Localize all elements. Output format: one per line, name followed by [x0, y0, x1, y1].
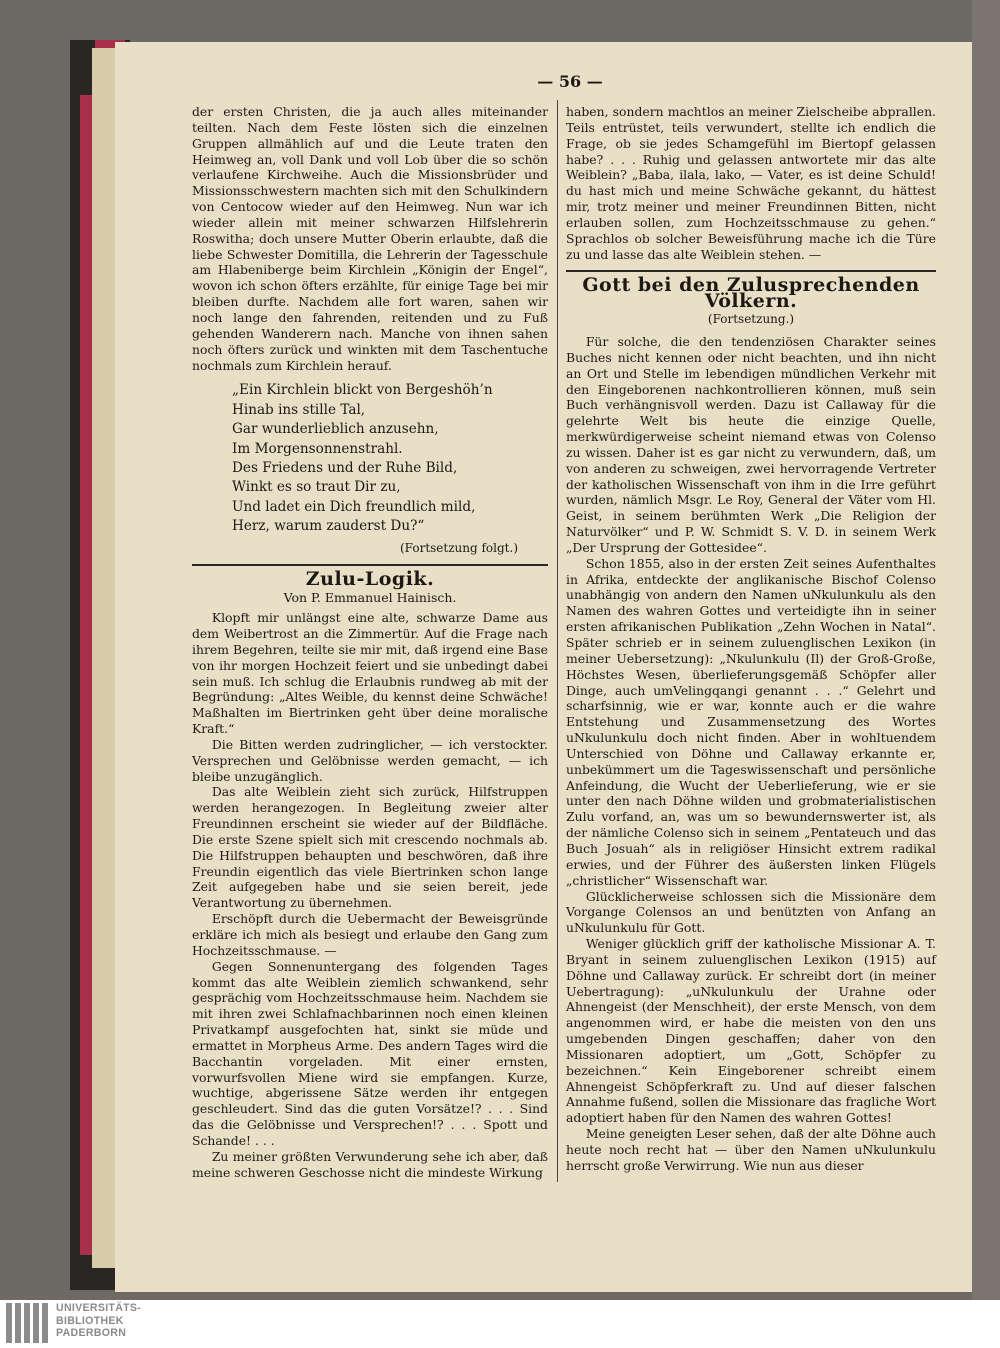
paragraph: Meine geneigten Leser sehen, daß der alte Döhne auch heute noch recht hat — über den Namen uNkulunkulu herrscht große Verwirrung. Wie nun aus dieser	[566, 1126, 936, 1173]
paragraph: Weniger glücklich griff der katholische Missionar A. T. Bryant in seinem zuluenglischen Lexikon (1915) auf Döhne und Callaway zurück. Er schreibt dort (in meiner Uebertragung): „uNkulunkulu der Urahne oder Ahnengeist (der Menschheit), der erste Mensch, von dem angenommen wird, er habe die meisten von den uns umgebenden Dingen geschaffen; daher von den Missionaren adoptiert, um „Gott, Schöpfer zu bezeichnen.“ Kein Eingeborener schreibt einem Ahnengeist Schöpferkraft zu. Und auf dieser falschen Annahme fußend, sollen die Missionare das fragliche Wort adoptiert haben für den Namen des wahren Gottes!	[566, 936, 936, 1126]
page-number: — 56 —	[537, 72, 603, 91]
poem-line: Herz, warum zauderst Du?“	[232, 518, 425, 535]
library-logo-icon	[6, 1303, 50, 1343]
left-intro-text: der ersten Christen, die ja auch alles miteinander teilten. Nach dem Feste lösten sich die einzelnen Gruppen allmählich auf und die Leute traten den Heimweg an, voll Dank und voll Lob über die so schön verlaufene Kirchweihe. Auch die Missionsbrüder und Missionsschwestern machten sich mit den Schulkindern von Centocow wieder auf den Heimweg. Nun war ich wieder allein mit meiner schwarzen Hilfslehrerin Roswitha; doch unsere Mutter Oberin erlaubte, daß die liebe Schwester Domitilla, die Lehrerin der Tagesschule am Hlabeniberge beim Kirchlein „Königin der Engel“, wovon ich schon öfters erzählte, für einige Tage bei mir bleiben durfte. Nachdem alle fort waren, sahen wir noch lange den fahrenden, reitenden und zu Fuß gehenden Wanderern nach. Manche von ihnen sahen noch öfters zurück und winkten mit dem Taschentuche nochmals zum Kirchlein herauf.	[192, 104, 548, 373]
paragraph: Schon 1855, also in der ersten Zeit seines Aufenthaltes in Afrika, entdeckte der anglikanische Bischof Colenso unabhängig von andern den Namen uNkulunkulu als den Namen des wahren Gottes und verteidigte ihn in seiner ersten afrikanischen Publikation „Zehn Wochen in Natal“. Später schrieb er in seinem zuluenglischen Lexikon (in meiner Uebersetzung): „Nkulunkulu (Il) der Groß-Große, Höchstes Wesen, überlieferungsgemäß Schöpfer aller Dinge, auch umVelingqangi genannt . . .“ Gelehrt und scharfsinnig, wie er war, konnte auch er die wahre Entstehung und Zusammensetzung des Wortes uNkulunkulu doch nicht finden. Aber in wohltuendem Unterschied von Döhne und Callaway erkannte er, unbekümmert um die Tageswissenschaft und persönliche Anfeindung, die Wucht der Ueberlieferung, wie er sie unter den nach Döhne wilden und grobmaterialistischen Zulu vorfand, an, was um so bewundernswerter ist, als der nämliche Colenso sich in seinem „Pentateuch und das Buch Josuah“ als in religiöser Hinsicht extrem radikal erwies, und der Führer des äußersten linken Flügels „christlicher“ Wissenschaft war.	[566, 555, 936, 888]
article-subtitle: (Fortsetzung.)	[707, 312, 795, 327]
poem-line: Des Friedens und der Ruhe Bild,	[232, 459, 458, 476]
right-intro-text: haben, sondern machtlos an meiner Zielscheibe abprallen. Teils entrüstet, teils verwundert, stellte ich endlich die Frage, ob sie jedes Schamgefühl im Biertopf gelassen habe? . . . Ruhig und gelassen antwortete mir das alte Weiblein? „Baba, ilala, lako, — Vater, es ist deine Schuld! du hast mich und meine Schwäche gekannt, du hättest mir, trotz meiner und meiner Freundinnen Bitten, nicht erlauben sollen, zum Hochzeitsschmause zu gehen.“ Sprachlos ob solcher Beweisführung mache ich die Türe zu und lasse das alte Weiblein stehen. —	[566, 104, 936, 262]
column-divider	[557, 100, 558, 1182]
poem-line: Im Morgensonnenstrahl.	[232, 440, 403, 457]
article-title: Zulu-Logik.	[305, 568, 435, 591]
poem-line: Und ladet ein Dich freundlich mild,	[232, 498, 476, 515]
section-rule	[566, 270, 936, 272]
right-page-edge	[972, 0, 1000, 1300]
logo-line: PADERBORN	[56, 1327, 127, 1340]
paragraph: Erschöpft durch die Uebermacht der Beweisgründe erkläre ich mich als besiegt und erlaube den Gang zum Hochzeitsschmause. —	[192, 911, 548, 958]
continued-note: (Fortsetzung folgt.)	[400, 540, 518, 555]
paragraph: Klopft mir unlängst eine alte, schwarze Dame aus dem Weibertrost an die Zimmertür. Auf die Frage nach ihrem Begehren, teilte sie mir mit, daß irgend eine Base von ihr morgen Hochzeit feiert und sie unbedingt dabei sein muß. Ich schlug die Erlaubnis rundweg ab mit der Begründung: „Altes Weible, du kennst deine Schwäche! Maßhalten im Biertrinken geht über deine moralische Kraft.“	[192, 610, 548, 737]
paragraph: Glücklicherweise schlossen sich die Missionäre dem Vorgange Colensos an und benützten von Anfang an uNkulunkulu für Gott.	[566, 888, 936, 936]
poem-line: Gar wunderlieblich anzusehn,	[232, 421, 439, 438]
library-footer	[0, 1300, 1000, 1348]
article-title: Gott bei den Zulusprechenden Völkern.	[582, 274, 920, 313]
poem-line: Winkt es so traut Dir zu,	[232, 479, 401, 496]
logo-line: UNIVERSITÄTS-	[56, 1302, 142, 1314]
library-logo-text	[56, 1302, 141, 1340]
paragraph: Zu meiner größten Verwunderung sehe ich aber, daß meine schweren Geschosse nicht die mindeste Wirkung	[192, 1148, 548, 1180]
poem-line: Hinab ins stille Tal,	[232, 401, 366, 418]
poem	[192, 381, 548, 536]
paragraph: Für solche, die den tendenziösen Charakter seines Buches nicht kennen oder nicht beachten, und ihn nicht an Ort und Stelle im lebendigen mündlichen Verkehr mit den Eingeborenen nachkontrollieren können, muß sein Buch verhängnisvoll werden. Dazu ist Callaway für die gelehrte Welt bis heute die einzige Quelle, merkwürdigerweise scheint niemand etwas von Colenso zu wissen. Daher ist es gar nicht zu verwundern, daß, um von anderen zu schweigen, zwei hervorragende Vertreter der katholischen Wissenschaft von ihm in die Irre geführt wurden, nämlich Msgr. Le Roy, General der Väter vom Hl. Geist, in seinem berühmten Werk „Die Religion der Naturvölker“ und P. W. Schmidt S. V. D. in seinem Werk „Der Ursprung der Gottesidee“.	[566, 333, 936, 555]
section-rule	[192, 564, 548, 566]
logo-line: BIBLIOTHEK	[56, 1314, 124, 1327]
paragraph: Die Bitten werden zudringlicher, — ich verstockter. Versprechen und Gelöbnisse werden gemacht, — ich bleibe unzugänglich.	[192, 736, 548, 784]
left-column	[192, 104, 548, 1181]
paragraph: Das alte Weiblein zieht sich zurück, Hilfstruppen werden herangezogen. In Begleitung zweier alter Freundinnen erscheint sie wieder auf der Bildfläche. Die erste Szene spielt sich mit crescendo nochmals ab. Die Hilfstruppen behaupten und beschwören, daß ihre Freundin eigentlich das viele Biertrinken schon lange Zeit aufgegeben habe und sie seien bereit, jede Verantwortung zu übernehmen.	[192, 784, 548, 911]
article-byline: Von P. Emmanuel Hainisch.	[283, 590, 457, 606]
right-column	[566, 104, 936, 1174]
poem-line: „Ein Kirchlein blickt von Bergeshöh’n	[232, 382, 493, 399]
paragraph: Gegen Sonnenuntergang des folgenden Tages kommt das alte Weiblein ziemlich schwankend, sehr gesprächig vom Hochzeitsschmause heim. Nachdem sie mit ihren zwei Schlafnachbarinnen noch einen kleinen Privatkampf ausgefochten hat, sinkt sie müde und ermattet in Morpheus Arme. Des andern Tages wird die Bacchantin vorgeladen. Mit einer ernsten, vorwurfsvollen Miene wird sie empfangen. Kurze, wuchtige, abgerissene Sätze werden ihr entgegen geschleudert. Sind das die guten Vorsätze!? . . . Sind das die Gelöbnisse und Versprechen!? . . . Spott und Schande! . . .	[192, 958, 548, 1148]
